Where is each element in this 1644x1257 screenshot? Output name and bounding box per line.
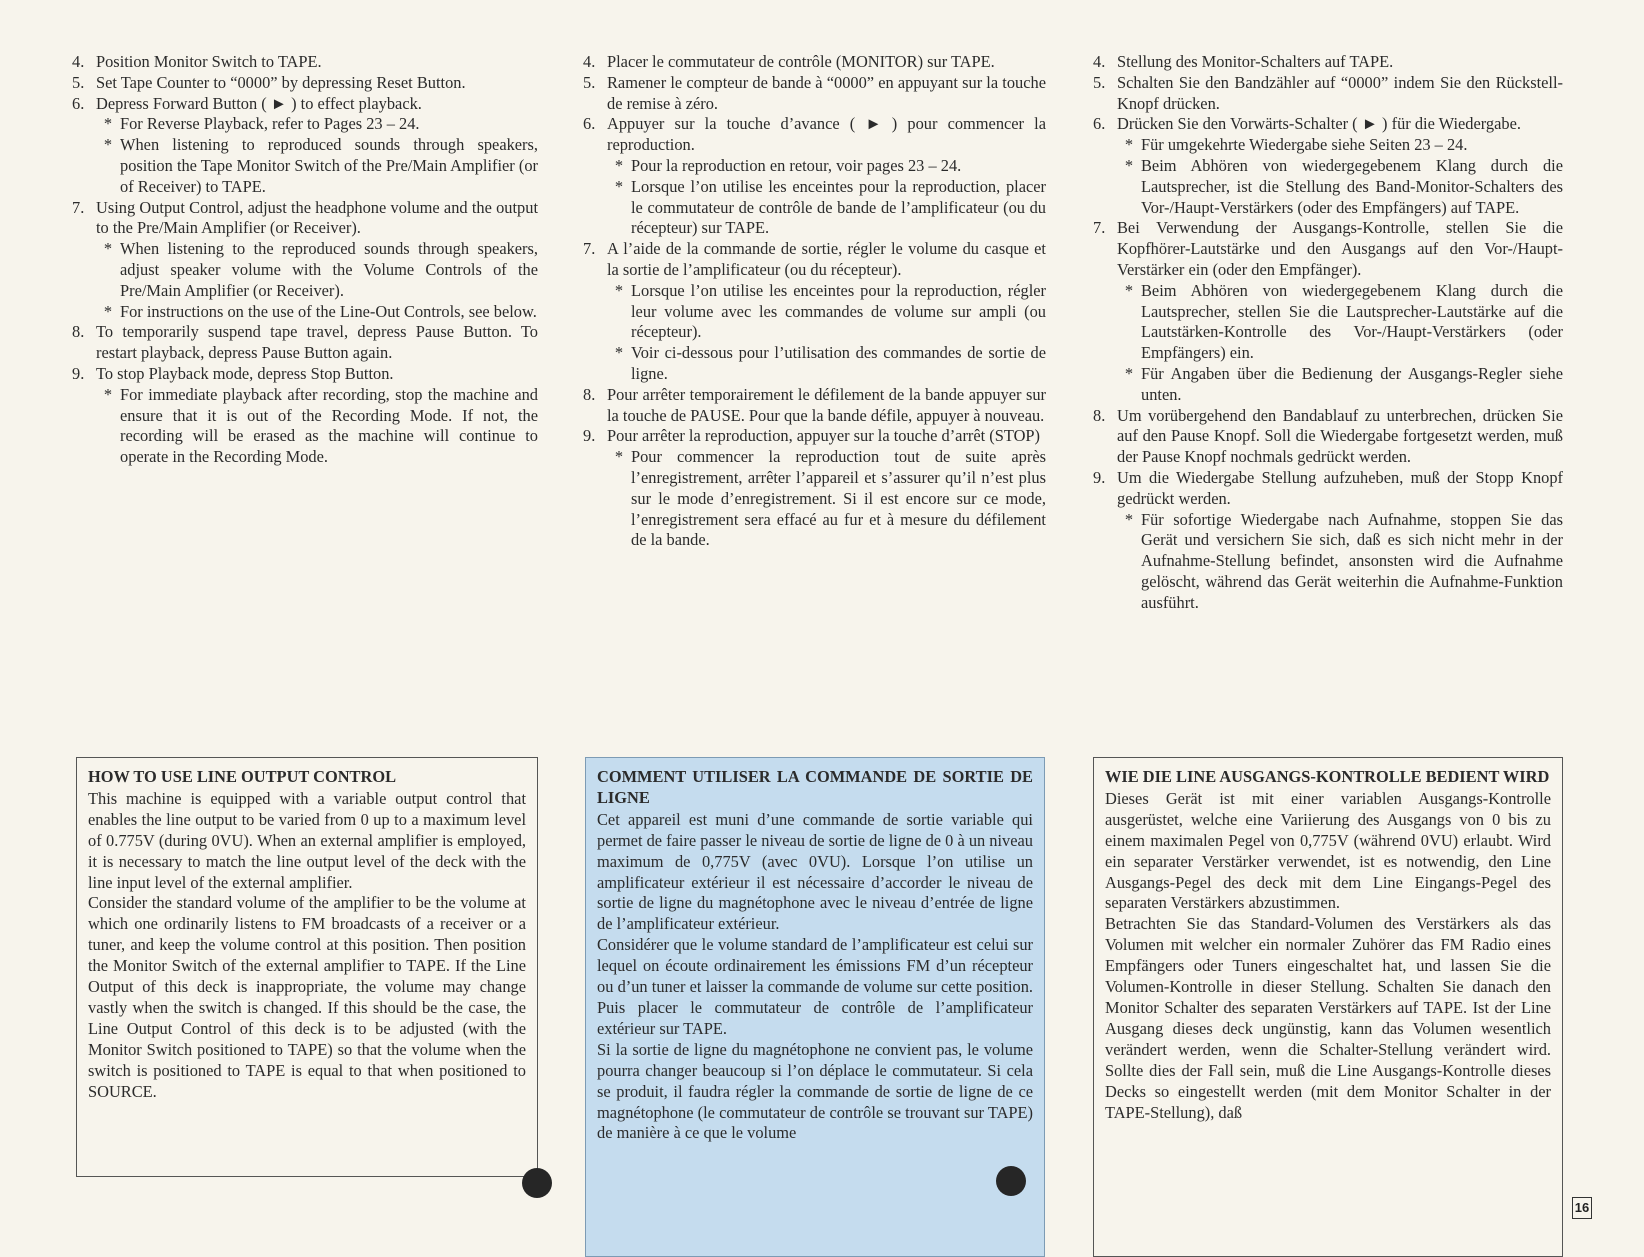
step-text: Using Output Control, adjust the headphone volume and the output to the Pre/Main Amplifier (or Receiver). — [96, 197, 538, 238]
box-paragraph: Cet appareil est muni d’une commande de sortie variable qui permet de faire passer le niveau de sortie de ligne de 0 à un niveau maximum de 0,775V (avec 0VU). Lorsque l’on utilise un amplificateur extérieur il est nécessaire d’accorder le niveau de sortie de ligne du magnétophone avec le niveau d’entrée de ligne de l’amplificateur extérieur. — [597, 809, 1033, 934]
note-text: For immediate playback after recording, stop the machine and ensure that it is out of the Recording Mode. If not, the recording will be erased as the machine will continue to operate in the Recording Mode. — [120, 384, 538, 467]
step-item — [583, 114, 1046, 156]
german-instructions — [1093, 52, 1563, 614]
step-item — [72, 73, 538, 94]
step-item — [583, 239, 1046, 281]
step-note — [72, 114, 538, 135]
box-title: COMMENT UTILISER LA COMMANDE DE SORTIE DE LIGNE — [597, 767, 1033, 807]
box-paragraph: This machine is equipped with a variable output control that enables the line output to be varied from 0 up to a maximum level of 0.775V (during 0VU). When an external amplifier is employed, it is necessary to match the line output level of the deck with the line input level of the external amplifier. — [88, 788, 526, 892]
step-number: 6. — [583, 114, 596, 134]
step-number: 7. — [72, 197, 85, 217]
step-text: Pour arrêter la reproduction, appuyer sur la touche d’arrêt (STOP) — [607, 426, 1040, 446]
step-note — [1093, 364, 1563, 406]
asterisk-bullet: * — [1124, 509, 1134, 529]
step-text: A l’aide de la commande de sortie, régler le volume du casque et la sortie de l’amplificateur (ou du récepteur). — [607, 239, 1046, 279]
step-note — [1093, 156, 1563, 218]
step-text: Stellung des Monitor-Schalters auf TAPE. — [1117, 52, 1394, 71]
asterisk-bullet: * — [103, 114, 113, 134]
step-text: Pour arrêter temporairement le défilement de la bande appuyer sur la touche de PAUSE. Pour que la bande défile, appuyer à nouveau. — [607, 384, 1046, 425]
asterisk-bullet: * — [614, 176, 624, 196]
french-instructions — [583, 52, 1046, 551]
step-number: 4. — [583, 52, 596, 71]
step-text: Um die Wiedergabe Stellung aufzuheben, muß der Stopp Knopf gedrückt werden. — [1117, 467, 1563, 508]
step-note — [1093, 281, 1563, 364]
step-note — [72, 385, 538, 468]
asterisk-bullet: * — [103, 239, 113, 259]
step-text: To temporarily suspend tape travel, depress Pause Button. To restart playback, depress Pause Button again. — [96, 322, 538, 363]
step-item — [72, 52, 538, 73]
asterisk-bullet: * — [614, 343, 624, 363]
step-item — [1093, 73, 1563, 115]
step-item — [583, 385, 1046, 427]
asterisk-bullet: * — [614, 447, 624, 467]
step-number: 4. — [72, 52, 85, 71]
box-title: WIE DIE LINE AUSGANGS-KONTROLLE BEDIENT WIRD — [1105, 767, 1550, 786]
step-note — [72, 302, 538, 323]
asterisk-bullet: * — [1124, 155, 1134, 175]
asterisk-bullet: * — [1124, 280, 1134, 300]
step-text: Set Tape Counter to “0000” by depressing Reset Button. — [96, 72, 466, 92]
step-item — [72, 94, 538, 115]
note-text: Für umgekehrte Wiedergabe siehe Seiten 23 – 24. — [1141, 135, 1468, 155]
step-number: 8. — [1093, 405, 1106, 425]
step-item — [1093, 114, 1563, 135]
note-text: Für Angaben über die Bedienung der Ausgangs-Regler siehe unten. — [1141, 363, 1563, 404]
binding-hole — [522, 1168, 552, 1198]
french-line-output-box — [585, 757, 1045, 1257]
step-note — [1093, 135, 1563, 156]
english-instructions — [72, 52, 538, 468]
step-number: 7. — [583, 239, 596, 259]
note-text: Pour la reproduction en retour, voir pages 23 – 24. — [631, 155, 962, 175]
asterisk-bullet: * — [614, 280, 624, 300]
box-title: HOW TO USE LINE OUTPUT CONTROL — [88, 767, 397, 786]
step-note — [1093, 510, 1563, 614]
step-number: 6. — [72, 93, 85, 113]
step-number: 9. — [72, 363, 85, 383]
step-note — [72, 239, 538, 301]
note-text: When listening to the reproduced sounds through speakers, adjust speaker volume with the Volume Controls of the Pre/Main Amplifier (or Receiver). — [120, 239, 538, 300]
note-text: Beim Abhören von wiedergegebenem Klang durch die Lautsprecher, stellen Sie die Lautsprecher-Lautstärke auf die Lautstärken-Kontrolle des Vor-/Haupt-Verstärkers (oder Empfängers) ein. — [1141, 280, 1563, 363]
step-item — [72, 322, 538, 364]
english-line-output-box — [76, 757, 538, 1177]
box-paragraph: Considérer que le volume standard de l’amplificateur est celui sur lequel on écoute ordinairement les émissions FM d’un récepteur ou d’un tuner et laisser la commande de volume sur cette position. Puis placer le commutateur de contrôle de l’amplificateur extérieur sur TAPE. — [597, 935, 1033, 1038]
note-text: Für sofortige Wiedergabe nach Aufnahme, stoppen Sie das Gerät und versichern Sie sich, daß es sich nicht mehr in der Aufnahme-Stellung befindet, ansonsten wird die Aufnahme gelöscht, während das Gerät weiterhin die Aufnahme-Funktion ausführt. — [1141, 509, 1563, 612]
note-text: Voir ci-dessous pour l’utilisation des commandes de sortie de ligne. — [631, 343, 1046, 383]
step-text: Placer le commutateur de contrôle (MONITOR) sur TAPE. — [607, 52, 995, 71]
asterisk-bullet: * — [614, 155, 624, 175]
step-number: 5. — [72, 72, 85, 92]
box-paragraph: Consider the standard volume of the amplifier to be the volume at which one ordinarily listens to FM broadcasts of a receiver or a tuner, and keep the volume control at this position. Then position the Monitor Switch of the external amplifier to TAPE. If the Line Output of this deck is inappropriate, the volume may change vastly when the switch is changed. If this should be the case, the Line Output Control of this deck is to be adjusted (with the Monitor Switch positioned to TAPE) so that the volume when the switch is positioned to TAPE is equal to that when positioned to SOURCE. — [88, 893, 526, 1101]
step-text: Bei Verwendung der Ausgangs-Kontrolle, stellen Sie die Kopfhörer-Lautstärke und den Ausgangs auf den Vor-/Haupt-Verstärker ein (oder den Empfänger). — [1117, 218, 1563, 279]
asterisk-bullet: * — [1124, 135, 1134, 155]
step-note — [583, 343, 1046, 385]
box-paragraph: Dieses Gerät ist mit einer variablen Ausgangs-Kontrolle ausgerüstet, welche eine Variierung des Ausgangs von 0 bis zu einem maximalen Pegel von 0,775V (während 0VU) erlaubt. Wird ein separater Verstärker verwendet, ist es notwendig, den Line Ausgangs-Pegel des deck mit dem Line Eingangs-Pegel des separaten Verstärkers abzustimmen. — [1105, 788, 1551, 913]
step-item — [583, 426, 1046, 447]
step-note — [583, 156, 1046, 177]
step-number: 8. — [583, 384, 596, 404]
step-text: Appuyer sur la touche d’avance ( ► ) pour commencer la reproduction. — [607, 114, 1046, 155]
step-number: 5. — [583, 72, 596, 92]
step-number: 8. — [72, 322, 85, 342]
step-number: 6. — [1093, 114, 1106, 134]
note-text: When listening to reproduced sounds through speakers, position the Tape Monitor Switch of the Pre/Main Amplifier (or of Receiver) to TAPE. — [120, 135, 538, 196]
step-item — [72, 364, 538, 385]
step-item — [1093, 468, 1563, 510]
step-item — [72, 198, 538, 240]
step-number: 5. — [1093, 72, 1106, 92]
step-note — [583, 281, 1046, 343]
step-note — [72, 135, 538, 197]
step-text: Um vorübergehend den Bandablauf zu unterbrechen, drücken Sie auf den Pause Knopf. Soll die Wiedergabe fortgesetzt werden, muß der Pause Knopf nochmals gedrückt werden. — [1117, 405, 1563, 467]
asterisk-bullet: * — [103, 384, 113, 404]
asterisk-bullet: * — [103, 301, 113, 321]
step-number: 4. — [1093, 52, 1106, 71]
step-item — [583, 73, 1046, 115]
step-item — [583, 52, 1046, 73]
step-text: Drücken Sie den Vorwärts-Schalter ( ► ) für die Wiedergabe. — [1117, 114, 1521, 134]
step-text: Schalten Sie den Bandzähler auf “0000” indem Sie den Rückstell-Knopf drücken. — [1117, 72, 1563, 113]
note-text: For instructions on the use of the Line-Out Controls, see below. — [120, 301, 537, 321]
box-paragraph: Betrachten Sie das Standard-Volumen des Verstärkers als das Volumen mit welcher ein normaler Zuhörer das FM Radio eines Empfängers oder Tuners eingeschaltet hat, und lassen Sie die Volumen-Kontrolle in dieser Stellung. Schalten Sie danach den Monitor Schalter des separaten Verstärkers auf TAPE. Ist der Line Ausgang dieses deck ungünstig, kann das Volumen wesentlich verändert werden, wenn die Schalter-Stellung verändert wird. Sollte dies der Fall sein, muß die Line Ausgangs-Kontrolle dieses Decks so eingestellt werden (mit dem Monitor Schalter in der TAPE-Stellung), daß — [1105, 914, 1551, 1122]
step-text: Depress Forward Button ( ► ) to effect playback. — [96, 93, 422, 113]
step-item — [1093, 52, 1563, 73]
page-number: 16 — [1572, 1197, 1592, 1219]
box-paragraph: Si la sortie de ligne du magnétophone ne convient pas, le volume pourra changer beaucoup si l’on déplace le commutateur. Si cela se produit, il faudra régler la commande de sortie de ligne de ce magnétophone (le commutateur de contrôle se trouvant sur TAPE) de manière à ce que le volume — [597, 1039, 1033, 1143]
asterisk-bullet: * — [1124, 363, 1134, 383]
step-note — [583, 447, 1046, 551]
step-note — [583, 177, 1046, 239]
step-text: Position Monitor Switch to TAPE. — [96, 52, 322, 71]
note-text: Lorsque l’on utilise les enceintes pour la reproduction, placer le commutateur de contrôle de bande de l’amplificateur (ou du récepteur) sur TAPE. — [631, 176, 1046, 238]
note-text: Beim Abhören von wiedergegebenem Klang durch die Lautsprecher, ist die Stellung des Band-Monitor-Schalters des Vor-/Haupt-Verstärkers (oder des Empfängers) auf TAPE. — [1141, 155, 1563, 217]
step-number: 7. — [1093, 218, 1106, 238]
note-text: Lorsque l’on utilise les enceintes pour la reproduction, régler leur volume avec les commandes de volume sur ampli (ou récepteur). — [631, 280, 1046, 342]
step-text: To stop Playback mode, depress Stop Button. — [96, 363, 394, 383]
step-item — [1093, 218, 1563, 280]
step-number: 9. — [583, 426, 596, 446]
note-text: For Reverse Playback, refer to Pages 23 – 24. — [120, 114, 420, 134]
asterisk-bullet: * — [103, 135, 113, 155]
step-item — [1093, 406, 1563, 468]
step-number: 9. — [1093, 467, 1106, 487]
step-text: Ramener le compteur de bande à “0000” en appuyant sur la touche de remise à zéro. — [607, 72, 1046, 113]
binding-hole — [996, 1166, 1026, 1196]
note-text: Pour commencer la reproduction tout de suite après l’enregistrement, arrêter l’appareil et s’assurer qu’il n’est plus sur le mode d’enregistrement. Si il est encore sur ce mode, l’enregistrement sera effacé au fur et à mesure du défilement de la bande. — [631, 447, 1046, 550]
german-line-output-box — [1093, 757, 1563, 1257]
